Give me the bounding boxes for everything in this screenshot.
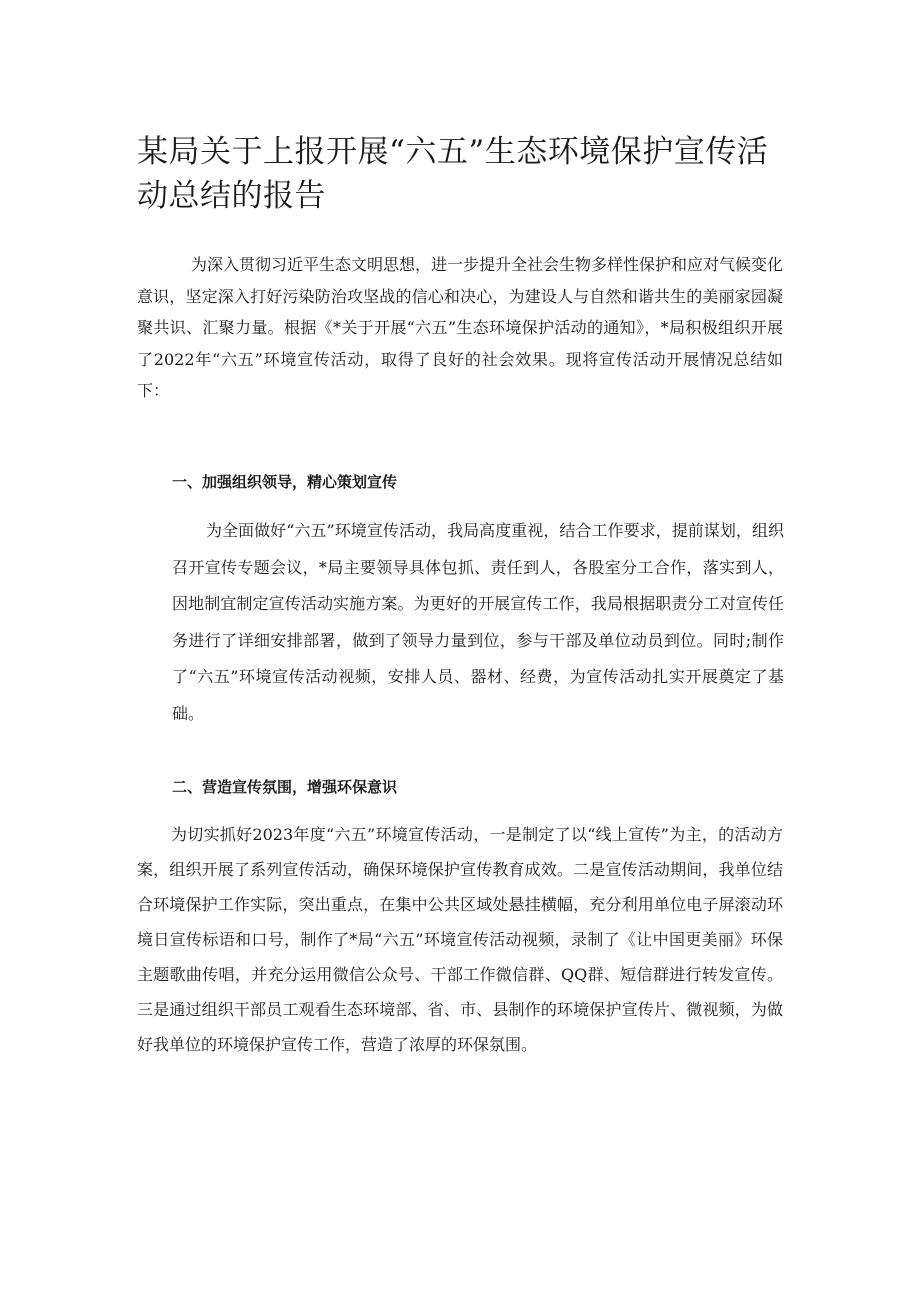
- section-1-body: 为全面做好“六五”环境宣传活动，我局高度重视，结合工作要求，提前谋划，组织召开宣传专题会议，*局主要领导具体包抓、责任到人，各股室分工合作，落实到人，因地制宜制定宣传活动实施方案。为更好的开展宣传工作，我局根据职责分工对宣传任务进行了详细安排部署，做到了领导力量到位，参与干部及单位动员到位。同时;制作了“六五”环境宣传活动视频，安排人员、器材、经费，为宣传活动扎实开展奠定了基础。: [172, 521, 784, 723]
- section-2-body: 为切实抓好2023年度“六五”环境宣传活动，一是制定了以“线上宣传”为主，的活动方案，组织开展了系列宣传活动，确保环境保护宣传教育成效。二是宣传活动期间，我单位结合环境保护工作实际，突出重点，在集中公共区域处悬挂横幅，充分利用单位电子屏滚动环境日宣传标语和口号，制作了*局“六五”环境宣传活动视频，录制了《让中国更美丽》环保主题歌曲传唱，并充分运用微信公众号、干部工作微信群、QQ群、短信群进行转发宣传。三是通过组织干部员工观看生态环境部、省、市、县制作的环境保护宣传片、微视频，为做好我单位的环境保护宣传工作，营造了浓厚的环保氛围。: [137, 825, 783, 1054]
- intro-paragraph: 为深入贯彻习近平生态文明思想，进一步提升全社会生物多样性保护和应对气候变化意识，坚定深入打好污染防治攻坚战的信心和决心，为建设人与自然和谐共生的美丽家园凝聚共识、汇聚力量。根据《*关于开展“六五”生态环境保护活动的通知》，*局积极组织开展了2022年“六五”环境宣传活动，取得了良好的社会效果。现将宣传活动开展情况总结如下：: [137, 255, 784, 400]
- document-title: 某局关于上报开展“六五”生态环境保护宣传活动总结的报告: [137, 134, 769, 214]
- section-2-heading: 二、营造宣传氛围，增强环保意识: [172, 778, 398, 796]
- section-1-heading: 一、加强组织领导，精心策划宣传: [172, 473, 398, 491]
